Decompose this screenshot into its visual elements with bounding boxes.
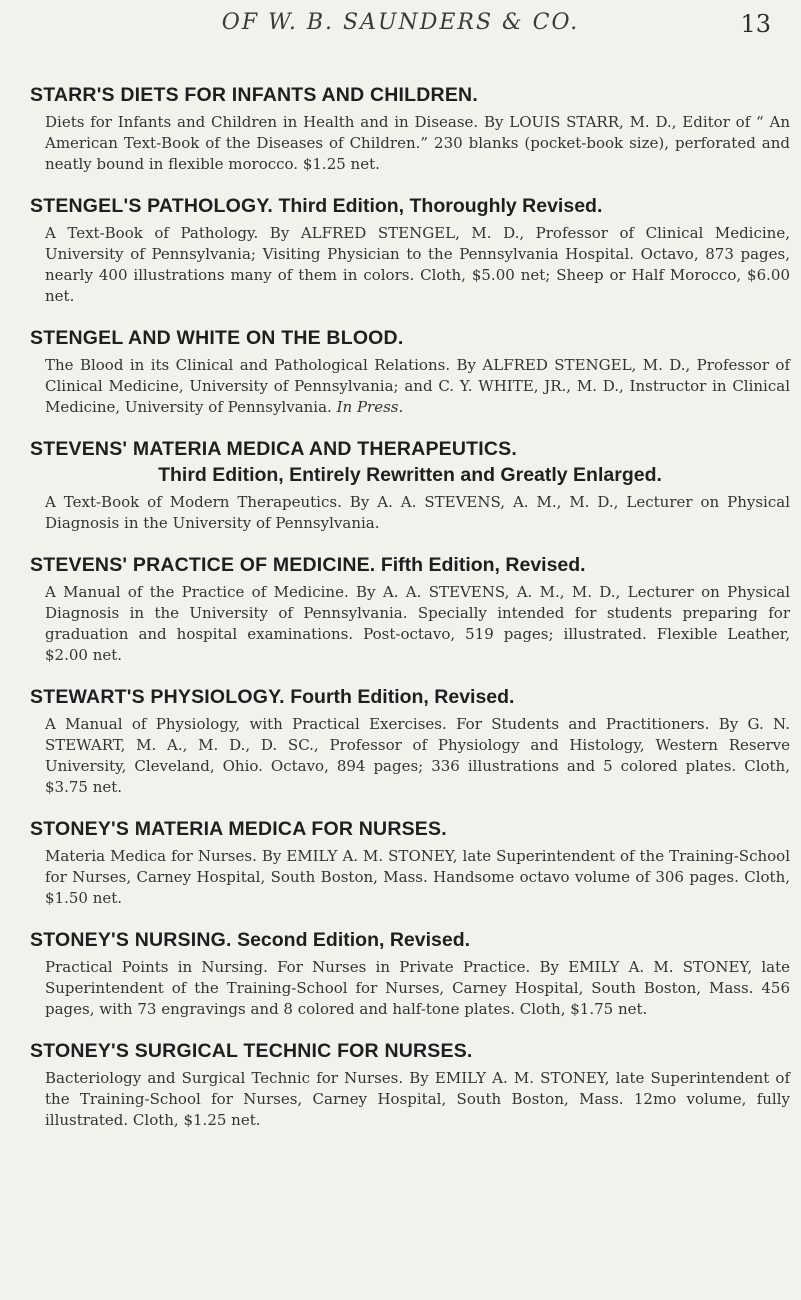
entry-text: Bacteriology and Surgical Technic for Nurses. By EMILY A. M. STONEY, late Superintendent of the Training-School for Nurses, Carney Hospital, South Boston, Mass. 12mo volume, fully illustrated. Cloth, $1.25 net. [45,1069,790,1129]
catalog-entry [30,1038,790,1131]
entry-heading [30,927,790,953]
running-head-title: OF W. B. SAUNDERS & CO. [221,10,580,35]
entry-title: STONEY'S NURSING. [30,929,232,951]
entry-heading [30,193,790,219]
catalog-entry [30,436,790,534]
entry-text: A Text-Book of Modern Therapeutics. By A. A. STEVENS, A. M., M. D., Lecturer on Physical Diagnosis in the University of Pennsylvania. [45,493,790,532]
entry-heading [30,82,790,108]
entry-description [30,112,790,175]
entry-title: STENGEL AND WHITE ON THE BLOOD. [30,327,404,349]
entry-title: STARR'S DIETS FOR INFANTS AND CHILDREN. [30,84,478,106]
entry-heading [30,436,790,488]
catalog-entries [30,82,790,1149]
entry-edition: Fourth Edition, Revised. [290,686,515,708]
running-head [0,10,801,46]
entry-edition: Third Edition, Thoroughly Revised. [278,195,603,217]
entry-text: A Text-Book of Pathology. By ALFRED STENGEL, M. D., Professor of Clinical Medicine, University of Pennsylvania; Visiting Physician to the Pennsylvania Hospital. Octavo, 873 pages, nearly 400 illustrations many of them in colors. Cloth, $5.00 net; Sheep or Half Morocco, $6.00 net. [45,224,790,305]
catalog-entry [30,816,790,909]
entry-title: STEWART'S PHYSIOLOGY. [30,686,285,708]
entry-heading [30,552,790,578]
entry-description [30,714,790,798]
entry-title: STENGEL'S PATHOLOGY. [30,195,274,217]
entry-heading [30,325,790,351]
entry-edition: Fifth Edition, Revised. [380,554,586,576]
page-number: 13 [740,10,771,38]
entry-text: Materia Medica for Nurses. By EMILY A. M. STONEY, late Superintendent of the Training-School for Nurses, Carney Hospital, South Boston, Mass. Handsome octavo volume of 306 pages. Cloth, $1.50 net. [45,847,790,907]
catalog-entry [30,927,790,1020]
entry-title: STEVENS' MATERIA MEDICA AND THERAPEUTICS. [30,438,517,460]
catalog-entry [30,193,790,307]
entry-description [30,1068,790,1131]
entry-text: Practical Points in Nursing. For Nurses in Private Practice. By EMILY A. M. STONEY, late Superintendent of the Training-School for Nurses, Carney Hospital, South Boston, Mass. 456 pages, with 73 engravings and 8 colored and half-tone plates. Cloth, $1.75 net. [45,958,790,1018]
entry-title: STEVENS' PRACTICE OF MEDICINE. [30,554,376,576]
entry-edition: Second Edition, Revised. [237,929,471,951]
entry-description [30,846,790,909]
entry-text: A Manual of the Practice of Medicine. By A. A. STEVENS, A. M., M. D., Lecturer on Physical Diagnosis in the University of Pennsylvania. Specially intended for students preparing for graduation and hospital examinations. Post-octavo, 519 pages; illustrated. Flexible Leather, $2.00 net. [45,583,790,664]
entry-heading [30,1038,790,1064]
entry-note: In Press. [336,398,404,416]
entry-description [30,957,790,1020]
catalog-entry [30,325,790,418]
catalog-entry [30,82,790,175]
entry-heading [30,684,790,710]
entry-title: STONEY'S SURGICAL TECHNIC FOR NURSES. [30,1040,473,1062]
entry-description [30,492,790,534]
entry-title: STONEY'S MATERIA MEDICA FOR NURSES. [30,818,447,840]
entry-text: A Manual of Physiology, with Practical Exercises. For Students and Practitioners. By G. N. STEWART, M. A., M. D., D. SC., Professor of Physiology and Histology, Western Reserve University, Cleveland, Ohio. Octavo, 894 pages; 336 illustrations and 5 colored plates. Cloth, $3.75 net. [45,715,790,796]
entry-description [30,223,790,307]
catalog-entry [30,684,790,798]
entry-text: The Blood in its Clinical and Pathological Relations. By ALFRED STENGEL, M. D., Professor of Clinical Medicine, University of Pennsylvania; and C. Y. WHITE, JR., M. D., Instructor in Clinical Medicine, University of Pennsylvania. [45,356,790,416]
entry-edition: Third Edition, Entirely Rewritten and Greatly Enlarged. [158,464,662,486]
entry-description [30,582,790,666]
entry-text: Diets for Infants and Children in Health and in Disease. By LOUIS STARR, M. D., Editor of “ An American Text-Book of the Diseases of Children.” 230 blanks (pocket-book size), perforated and neatly bound in flexible morocco. $1.25 net. [45,113,790,173]
entry-description [30,355,790,418]
catalog-entry [30,552,790,666]
entry-heading [30,816,790,842]
